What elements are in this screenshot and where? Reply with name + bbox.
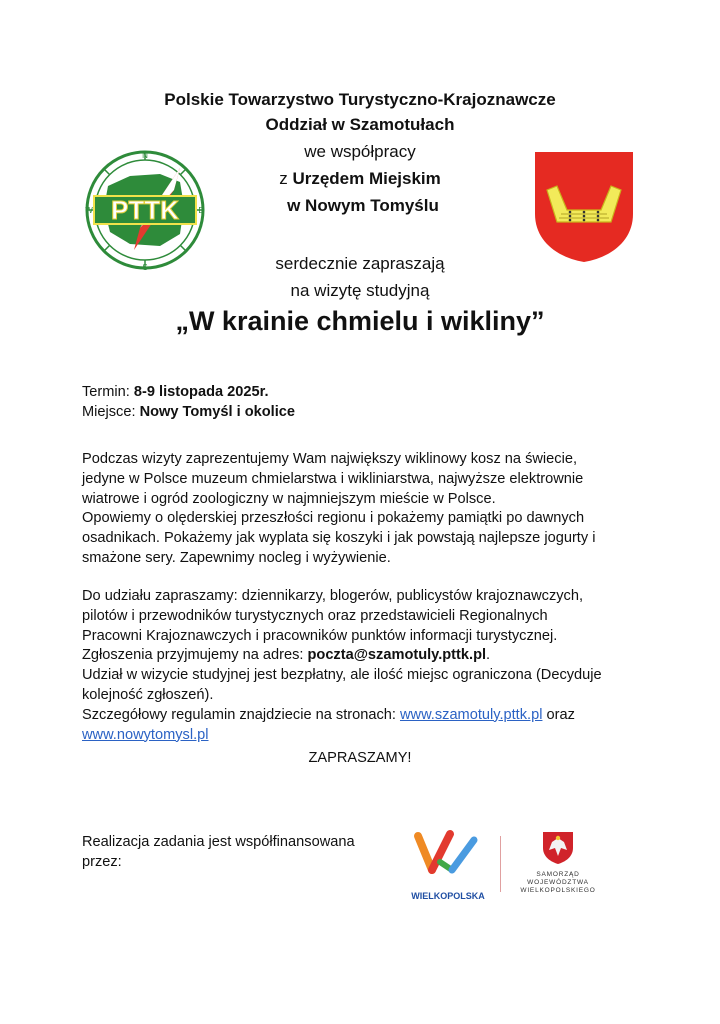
description-line: osadnikach. Pokażemy jak wyplata się koszyki i jak powstają najlepsze jogurty i (82, 530, 596, 547)
shield-basket-icon (535, 152, 633, 262)
svg-text:E: E (198, 206, 204, 215)
svg-text:W: W (85, 206, 93, 215)
participation-line: Do udziału zapraszamy: dziennikarzy, blogerów, publicystów krajoznawczych, (82, 588, 584, 604)
partner-city: w Nowym Tomyślu (287, 196, 439, 215)
pttk-logo (80, 146, 210, 274)
participation-line: pilotów i przewodników turystycznych oraz przedstawicieli Regionalnych (82, 607, 548, 624)
visit-type: na wizytę studyjną (290, 281, 430, 300)
samorzad-line: WIELKOPOLSKIEGO (520, 887, 596, 894)
description-line: smażone sery. Zapewnimy nocleg i wyżywienie. (82, 549, 391, 566)
event-date (82, 383, 662, 403)
rules-line (82, 706, 662, 726)
date-value: 8-9 listopada 2025r. (133, 384, 269, 400)
wielkopolska-logo (410, 828, 486, 901)
email-line (82, 646, 662, 666)
eagle-shield-icon (541, 830, 575, 864)
pttk-compass-icon (80, 146, 210, 274)
description-line: wiatrowe i ogród zoologiczny w najmniejszym mieście w Polsce. (82, 490, 496, 507)
nowy-tomysl-coat-of-arms (535, 152, 633, 262)
closing-invite: ZAPRASZAMY! (308, 750, 412, 766)
participation-line: Pracowni Krajoznawczych i pracowników punktów informacji turystycznej. (82, 627, 558, 644)
wielkopolska-label: WIELKOPOLSKA (411, 891, 485, 901)
funding-line: Realizacja zadania jest współfinansowana (82, 834, 355, 850)
szamotuly-pttk-link[interactable]: www.szamotuly.pttk.pl (399, 706, 543, 723)
nowytomysl-link[interactable]: www.nowytomysl.pl (82, 726, 209, 743)
org-branch: Oddział w Szamotułach (265, 115, 455, 134)
logo-divider (500, 836, 501, 892)
invite-text: serdecznie zapraszają (275, 254, 445, 273)
svg-text:N: N (142, 151, 148, 160)
free-participation-line: Udział w wizycie studyjnej jest bezpłatny, ale ilość miejsc ograniczona (Decyduje (82, 667, 602, 684)
svg-text:S: S (142, 263, 148, 272)
place-label: Miejsce: (82, 404, 140, 420)
free-participation-line: kolejność zgłoszeń). (82, 686, 214, 703)
date-label: Termin: (82, 384, 134, 400)
partner-prefix: z (279, 169, 293, 188)
samorzad-line: SAMORZĄD (536, 871, 580, 878)
partner-name: Urzędem Miejskim (292, 169, 441, 188)
rules-conjunction: oraz (542, 706, 575, 723)
place-value: Nowy Tomyśl i okolice (139, 404, 296, 420)
email-period: . (486, 647, 491, 664)
funding-line: przez: (82, 853, 122, 870)
contact-email[interactable]: poczta@szamotuly.pttk.pl (307, 647, 487, 664)
description-line: Podczas wizyty zaprezentujemy Wam największy wiklinowy kosz na świecie, (82, 451, 577, 467)
funding-note (82, 833, 402, 873)
samorzad-line: WOJEWÓDZTWA (527, 879, 589, 886)
description-line: jedyne w Polsce muzeum chmielarstwa i wikliniarstwa, najwyższe elektrownie (82, 470, 584, 487)
svg-text:PTTK: PTTK (111, 195, 179, 225)
participation-paragraph (82, 587, 662, 745)
event-title: „W krainie chmielu i wikliny” (175, 306, 545, 336)
rules-label: Szczegółowy regulamin znajdziecie na stronach: (82, 706, 400, 723)
org-name: Polskie Towarzystwo Turystyczno-Krajoznawcze (164, 90, 556, 109)
wielkopolska-w-icon (410, 828, 486, 880)
description-line: Opowiemy o olęderskiej przeszłości regionu i pokażemy pamiątki po dawnych (82, 510, 585, 527)
samorzad-logo (508, 830, 608, 900)
email-label: Zgłoszenia przyjmujemy na adres: (82, 647, 308, 664)
cooperation-text: we współpracy (304, 142, 416, 161)
description-paragraph (82, 450, 662, 569)
event-place (82, 403, 662, 423)
